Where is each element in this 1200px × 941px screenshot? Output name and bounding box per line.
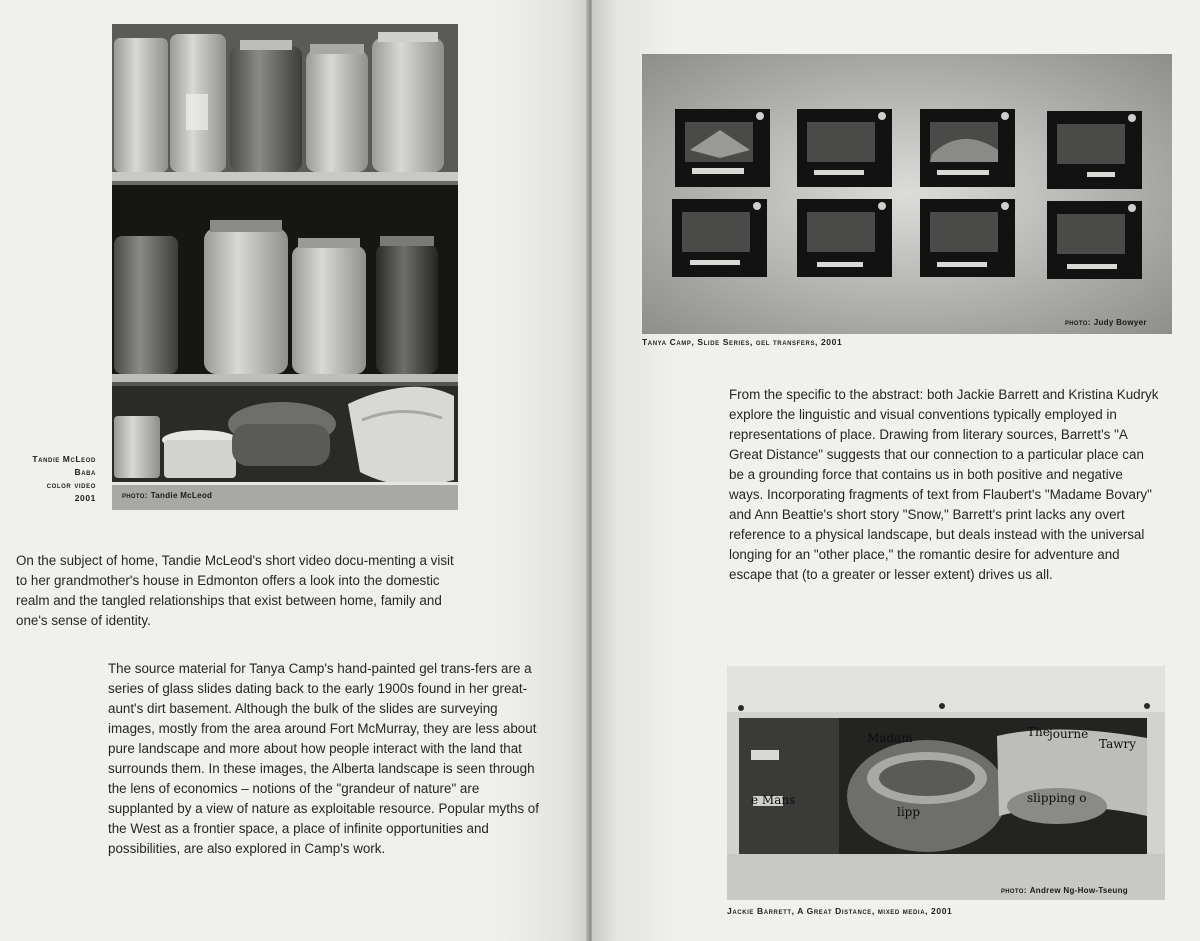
caption-artist: Tandie McLeod [32,454,96,464]
slide-series-caption: Tanya Camp, Slide Series, gel transfers, 2001 [642,337,843,347]
fragment-journe: journe [1049,727,1089,741]
great-distance-photo [727,666,1165,900]
great-distance-credit: photo: Andrew Ng-How-Tseung [1001,886,1128,895]
home-paragraph: On the subject of home, Tandie McLeod's short video docu-menting a visit to her grandmother's house in Edmonton offers a look into the domestic realm and the tangled relationships that exist between home, family and one's sense of identity. [16,553,454,628]
caption-title: Baba [74,467,96,477]
baba-caption [0,453,96,505]
camp-paragraph: The source material for Tanya Camp's hand-painted gel trans-fers are a series of glass slides dating back to the early 1900s found in her great-aunt's dirt basement. Although the bulk of the slides are surveying images, mostly from the area around Fort McMurray, they are less about pure landscape and more about how people interact with the land that surrounds them. In these images, the Alberta landscape is seen through the lens of economics – notions of the "grandeur of nature" are supplanted by a view of nature as exploitable resource. Popular myths of the West as a frontier space, a place of infinite opportunities and possibilities, are also explored in Camp's work. [108,661,539,856]
barrett-paragraph: From the specific to the abstract: both Jackie Barrett and Kristina Kudryk explore the linguistic and visual conventions typically employed in representations of place. Drawing from literary sources, Barrett's "A Great Distance" suggests that our connection to a particular place can be a grounding force that contains us in both positive and negative ways. Incorporating fragments of text from Flaubert's "Madame Bovary" and Ann Beattie's short story "Snow," Barrett's print lacks any overt reference to a physical landscape, but deals instead with the universal longing for an "other place," the romantic desire for adventure and escape that (to a greater or lesser extent) drives us all. [729,387,1159,582]
fragment-lipp: lipp [897,805,921,819]
fragment-madam: Madam [867,731,913,745]
left-page [0,0,588,941]
right-page [592,0,1200,941]
slide-series-credit: photo: Judy Bowyer [1065,318,1147,327]
pantry-photo-credit: photo: Tandie McLeod [122,491,213,500]
caption-year: 2001 [74,493,96,503]
fragment-tawry: Tawry [1099,737,1137,751]
great-distance-caption: Jackie Barrett, A Great Distance, mixed media, 2001 [727,906,953,916]
fragment-the: The [1027,725,1050,739]
caption-medium: color video [46,480,96,490]
pantry-jars-photo [112,24,458,510]
fragment-slipping: slipping o [1027,791,1087,805]
slide-series-photo [642,54,1172,334]
fragment-mans: e Mans [751,793,796,807]
